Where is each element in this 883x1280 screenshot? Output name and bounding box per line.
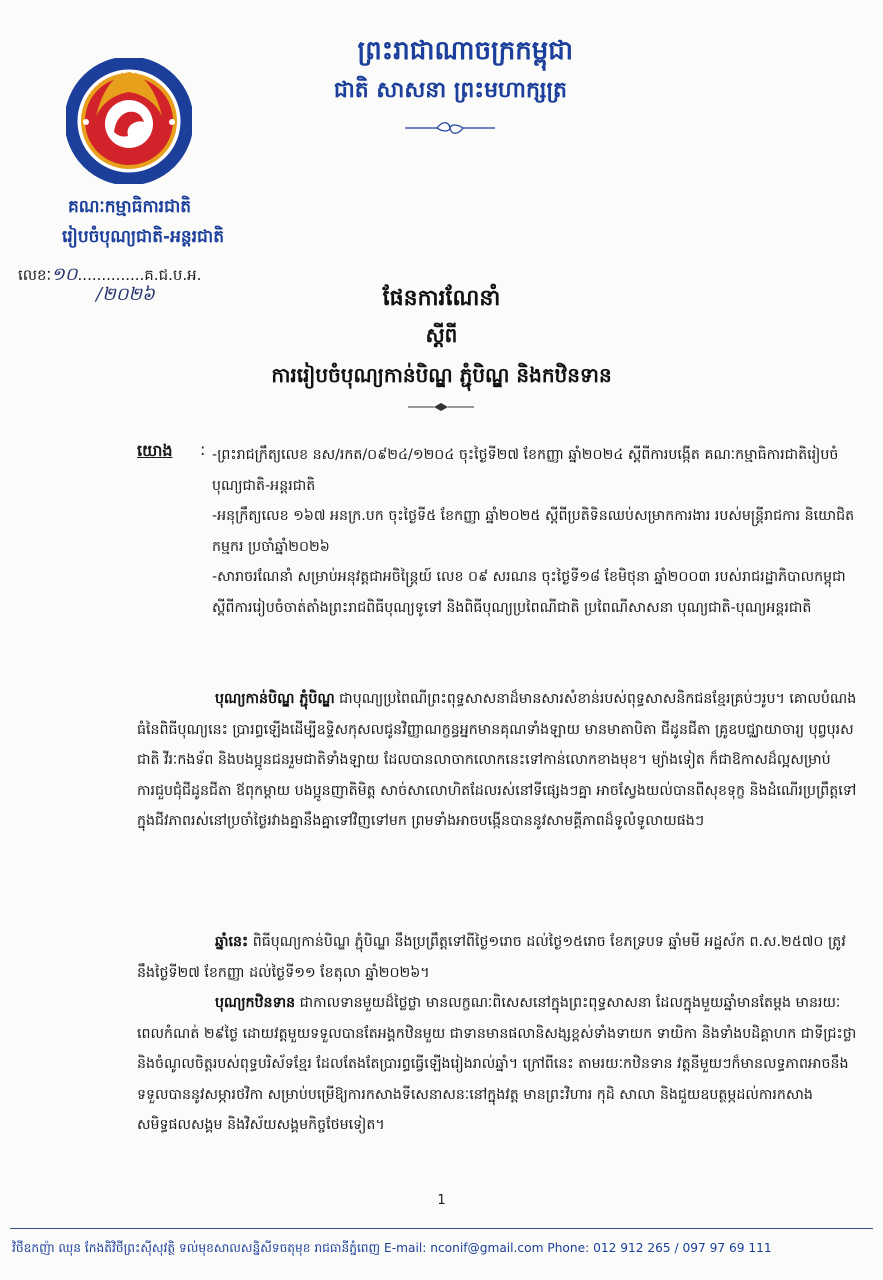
reference-item: -អនុក្រឹត្យលេខ ១៦៧ អនក្រ.បក ចុះថ្ងៃទី៥ ខែកញ្ញា ឆ្នាំ២០២៥ ស្តីពីប្រតិទិនឈប់សម្រាកការងារ របស់មន្ត្រីរាជការ និយោជិត កម្មករ ប្រចាំឆ្នាំ២០២៦ [212, 508, 855, 555]
kingdom-title: ព្រះរាជាណាចក្រកម្ពុជា [357, 36, 573, 66]
paragraph-text: ពិធីបុណ្យកាន់បិណ្ឌ ភ្ជុំបិណ្ឌ នឹងប្រព្រឹត្តទៅពីថ្ងៃ១រោច ដល់ថ្ងៃ១៥រោច ខែភទ្របទ ឆ្នាំមមី អដ្ឋស័ក ព.ស.២៥៧០ ត្រូវនឹងថ្ងៃទី២៧ ខែកញ្ញា ដល់ថ្ងៃទី១១ ខែតុលា ឆ្នាំ២០២៦។ [137, 934, 846, 981]
paragraph-kathina [137, 988, 863, 1141]
reference-suffix: ..............គ.ជ.ប.អ. [77, 266, 202, 284]
paragraph-lead: បុណ្យកាន់បិណ្ឌ ភ្ជុំបិណ្ឌ [215, 691, 335, 707]
paragraph-lead: ឆ្នាំនេះ [215, 934, 249, 950]
title-divider-icon [408, 402, 474, 412]
national-motto: ជាតិ សាសនា ព្រះមហាក្សត្រ [333, 78, 567, 103]
footer-address: វិថីឧកញ៉ា ឈុន កែងតិវិថីព្រះស៊ីសុវត្ថិ ទល់មុខសាលសន្និសីទចតុមុខ រាជធានីភ្នំពេញ [12, 1241, 381, 1255]
reference-handwritten-number: ១០ [51, 264, 78, 285]
divider-ornament-icon [405, 120, 495, 136]
paragraph-pchum-ben [137, 684, 863, 837]
committee-name-line1: គណៈកម្មាធិការជាតិ [68, 197, 192, 217]
references-label: យោង [137, 441, 173, 460]
paragraph-this-year [137, 927, 863, 988]
document-title: ផែនការណែនាំ [382, 286, 501, 311]
national-committee-emblem-icon [66, 58, 192, 184]
references-colon: : [200, 440, 206, 459]
paragraph-lead: បុណ្យកឋិនទាន [215, 995, 296, 1011]
footer-divider [10, 1228, 873, 1229]
paragraph-text: ជាបុណ្យប្រពៃណីព្រះពុទ្ធសាសនាដ៏មានសារសំខាន់របស់ពុទ្ធសាសនិកជនខ្មែរគ្រប់ៗរូប។ គោលបំណងធំនៃពិធីបុណ្យនេះ ប្រារព្ធឡើងដើម្បីឧទ្ទិសកុសលជូនវិញ្ញាណក្ខន្ធអ្នកមានគុណទាំងឡាយ មានមាតាបិតា ជីដូនជីតា គ្រូឧបជ្ឈាយាចារ្យ បុព្វបុរសជាតិ វីរៈកងទ័ព និងបងប្អូនជនរួមជាតិទាំងឡាយ ដែលបានលាចាកលោកនេះទៅកាន់លោកខាងមុខ។ ម្យ៉ាងទៀត ក៏ជាឱកាសដ៏ល្អសម្រាប់ការជួបជុំជីដូនជីតា ឪពុកម្តាយ បងប្អូនញាតិមិត្ត សាច់សាលោហិតដែលរស់នៅទីផ្សេងៗគ្នា អាចស្វែងយល់បានពីសុខទុក្ខ និងដំណើរប្រព្រឹត្តទៅក្នុងជីវភាពរស់នៅប្រចាំថ្ងៃរវាងគ្នានឹងគ្នាទៅវិញទៅមក ព្រមទាំងអាចបង្កើនបាននូវសាមគ្គីភាពដ៏ទូលំទូលាយផងៗ [137, 691, 857, 829]
document-subject-label: ស្តីពី [425, 323, 458, 347]
reference-prefix: លេខៈ [18, 266, 52, 284]
reference-item: -សារាចរណែនាំ សម្រាប់អនុវត្តជាអចិន្ត្រៃយ៍ លេខ ០៩ សរណន ចុះថ្ងៃទី១៨ ខែមិថុនា ឆ្នាំ២០០៣ របស់រាជរដ្ឋាភិបាលកម្ពុជា ស្តីពីការរៀបចំចាត់តាំងព្រះរាជពិធីបុណ្យទូទៅ និងពិធីបុណ្យប្រពៃណីជាតិ ប្រពៃណីសាសនា បុណ្យជាតិ-បុណ្យអន្តរជាតិ [212, 569, 846, 616]
page-number: 1 [437, 1193, 446, 1208]
footer-email-label: E-mail: [384, 1241, 427, 1255]
footer-phone-label: Phone: [547, 1241, 590, 1255]
paragraph-text: ជាកាលទានមួយដ៏ថ្លៃថ្លា មានលក្ខណៈពិសេសនៅក្នុងព្រះពុទ្ធសាសនា ដែលក្នុងមួយឆ្នាំមានតែម្តង មានរយៈពេលកំណត់ ២៩ថ្ងៃ ដោយវត្តមួយទទួលបានតែអង្គកឋិនមួយ ជាទានមានផលានិសង្សខ្ពស់ទាំងទាយក ទាយិកា និងទាំងបដិគ្គាហក ជាទីជ្រះថ្លា និងចំណូលចិត្តរបស់ពុទ្ធបរិស័ទខ្មែរ ដែលតែងតែប្រារព្ធធ្វើឡើងរៀងរាល់ឆ្នាំ។ ក្រៅពីនេះ តាមរយៈកឋិនទាន វត្តនីមួយៗក៏មានលទ្ធភាពអាចនឹងទទួលបាននូវសម្ភារថវិកា សម្រាប់បម្រើឱ្យការកសាងទីសេនាសនៈនៅក្នុងវត្ត មានព្រះវិហារ កុដិ សាលា និងជួយឧបត្ថម្ភដល់ការកសាងសមិទ្ធផលសង្គម និងវិស័យសង្គមកិច្ចថែមទៀត។ [137, 995, 857, 1133]
reference-handwritten-year: /២០២៦ [96, 284, 155, 305]
reference-item: -ព្រះរាជក្រឹត្យលេខ នស/រកត/០៩២៤/១២០៤ ចុះថ្ងៃទី២៧ ខែកញ្ញា ឆ្នាំ២០២៤ ស្តីពីការបង្កើត គណៈកម្មាធិការជាតិរៀបចំបុណ្យជាតិ-អន្តរជាតិ [212, 447, 839, 494]
footer-contact [12, 1240, 872, 1258]
footer-email[interactable]: nconif@gmail.com [430, 1241, 544, 1255]
footer-phone[interactable]: 012 912 265 / 097 97 69 111 [593, 1241, 772, 1255]
committee-name-line2: រៀបចំបុណ្យជាតិ-អន្តរជាតិ [62, 227, 225, 247]
document-subject: ការរៀបចំបុណ្យកាន់បិណ្ឌ ភ្ជុំបិណ្ឌ និងកឋិនទាន [271, 363, 612, 387]
